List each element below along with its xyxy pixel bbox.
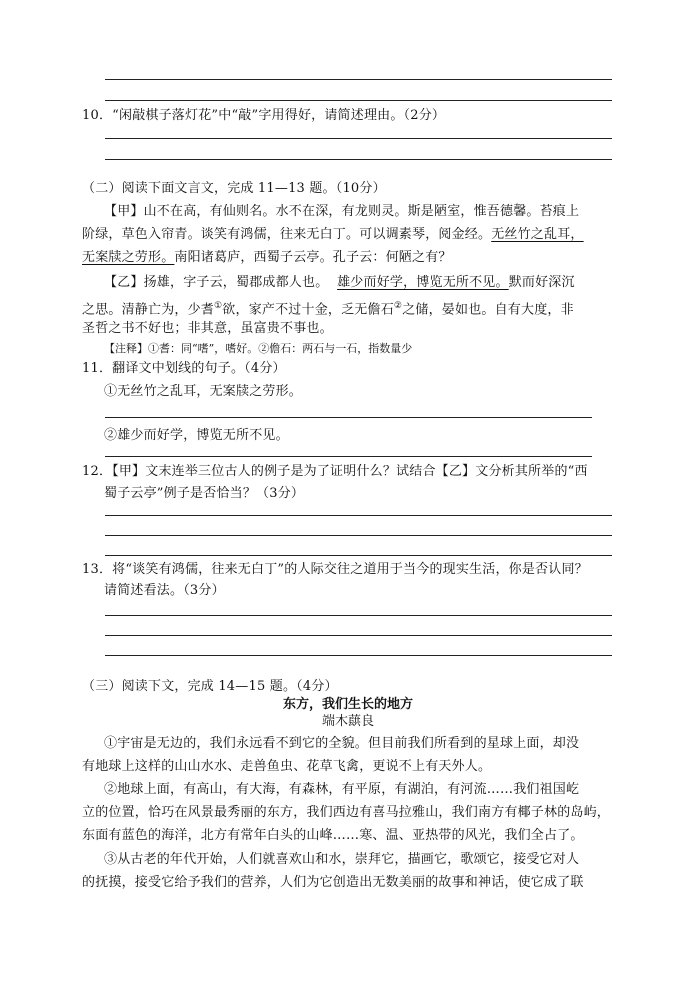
answer-line[interactable] — [105, 535, 612, 536]
paragraph-2-line-2: 立的位置，恰巧在风景最秀丽的东方，我们西边有喜马拉雅山，我们南方有椰子林的岛屿， — [82, 805, 611, 820]
question-12-line-2: 蜀子云亭”例子是否恰当？（3分） — [104, 486, 305, 501]
answer-line[interactable] — [105, 615, 612, 616]
q11-item-2: ②雄少而好学，博览无所不见。 — [104, 428, 289, 443]
q11-item-1: ①无丝竹之乱耳，无案牍之劳形。 — [104, 384, 303, 399]
passage-yi-line-2: 之思。清静亡为，少耆①欲，家产不过十金，乏无儋石②之储，晏如也。自有大度，非 — [82, 301, 574, 318]
article-author: 端木蕻良 — [321, 714, 374, 729]
answer-line[interactable] — [105, 417, 592, 418]
passage-yi-line-1: 【乙】扬雄，字子云，蜀郡成都人也。 雄少而好学，博览无所不见。默而好深沉 — [104, 275, 575, 290]
passage-yi-line-3: 圣哲之书不好也；非其意，虽富贵不事也。 — [82, 321, 333, 336]
answer-line[interactable] — [105, 100, 612, 101]
annotation-note: 【注释】①耆：同“嗜”，嗜好。②儋石：两石与一石，指数量少 — [104, 342, 413, 355]
underlined-sentence: 无案牍之劳形。 — [82, 250, 175, 265]
answer-line[interactable] — [105, 79, 612, 80]
paragraph-2-line-1: ②地球上面，有高山，有大海，有森林，有平原，有湖泊，有河流……我们祖国屹 — [104, 782, 580, 797]
article-title: 东方，我们生长的地方 — [282, 697, 413, 712]
answer-line[interactable] — [105, 159, 612, 160]
answer-line[interactable] — [105, 655, 612, 656]
answer-line[interactable] — [105, 138, 612, 139]
passage-jia-line-1: 【甲】山不在高，有仙则名。水不在深，有龙则灵。斯是陋室，惟吾德馨。苔痕上 — [104, 204, 580, 219]
paragraph-1-line-2: 有地球上这样的山山水水、走兽鱼虫、花草飞禽，更说不上有天外人。 — [82, 759, 492, 774]
question-text: “闲敲棋子落灯花”中“敲”字用得好，请简述理由。（2分） — [112, 108, 446, 123]
question-12-line-1: 12．【甲】文末连举三位古人的例子是为了证明什么？试结合【乙】文分析其所举的“西 — [82, 464, 588, 479]
yi-label: 【乙】 — [104, 275, 144, 290]
answer-line[interactable] — [105, 456, 592, 457]
paragraph-3-line-2: 的抚摸，接受它给予我们的营养，人们为它创造出无数美丽的故事和神话，使它成了联 — [82, 875, 584, 890]
question-13-line-2: 请简述看法。（3分） — [104, 583, 225, 598]
passage-jia-line-2: 阶绿，草色入帘青。谈笑有鸿儒，往来无白丁。可以调素琴，阅金经。无丝竹之乱耳， — [82, 227, 584, 242]
footnote-marker: ① — [214, 301, 223, 311]
section-3-heading: （三）阅读下文，完成 14—15 题。（4分） — [82, 679, 338, 694]
paragraph-1-line-1: ①宇宙是无边的，我们永远看不到它的全貌。但目前我们所看到的星球上面，却没 — [104, 736, 580, 751]
underlined-sentence: 雄少而好学，博览无所不见。 — [337, 275, 509, 290]
section-2-heading: （二）阅读下面文言文，完成 11—13 题。（10分） — [82, 181, 386, 196]
question-number: 10． — [82, 108, 113, 123]
paragraph-2-line-3: 东面有蓝色的海洋，北方有常年白头的山峰……寒、温、亚热带的风光，我们全占了。 — [82, 828, 584, 843]
underlined-sentence: 无丝竹之乱耳， — [491, 227, 584, 242]
question-10 — [82, 107, 445, 125]
answer-line[interactable] — [105, 555, 612, 556]
paragraph-3-line-1: ③从古老的年代开始，人们就喜欢山和水，崇拜它，描画它，歌颂它，接受它对人 — [104, 852, 580, 867]
jia-label: 【甲】 — [104, 204, 144, 219]
footnote-marker: ② — [393, 301, 403, 311]
answer-line[interactable] — [105, 635, 612, 636]
passage-jia-line-3: 无案牍之劳形。南阳诸葛庐，西蜀子云亭。孔子云：何陋之有？ — [82, 250, 452, 265]
answer-line[interactable] — [105, 515, 612, 516]
question-11: 11．翻译文中划线的句子。（4分） — [82, 361, 286, 376]
question-13-line-1: 13．将“谈笑有鸿儒，往来无白丁”的人际交往之道用于当今的现实生活，你是否认同？ — [82, 562, 588, 577]
